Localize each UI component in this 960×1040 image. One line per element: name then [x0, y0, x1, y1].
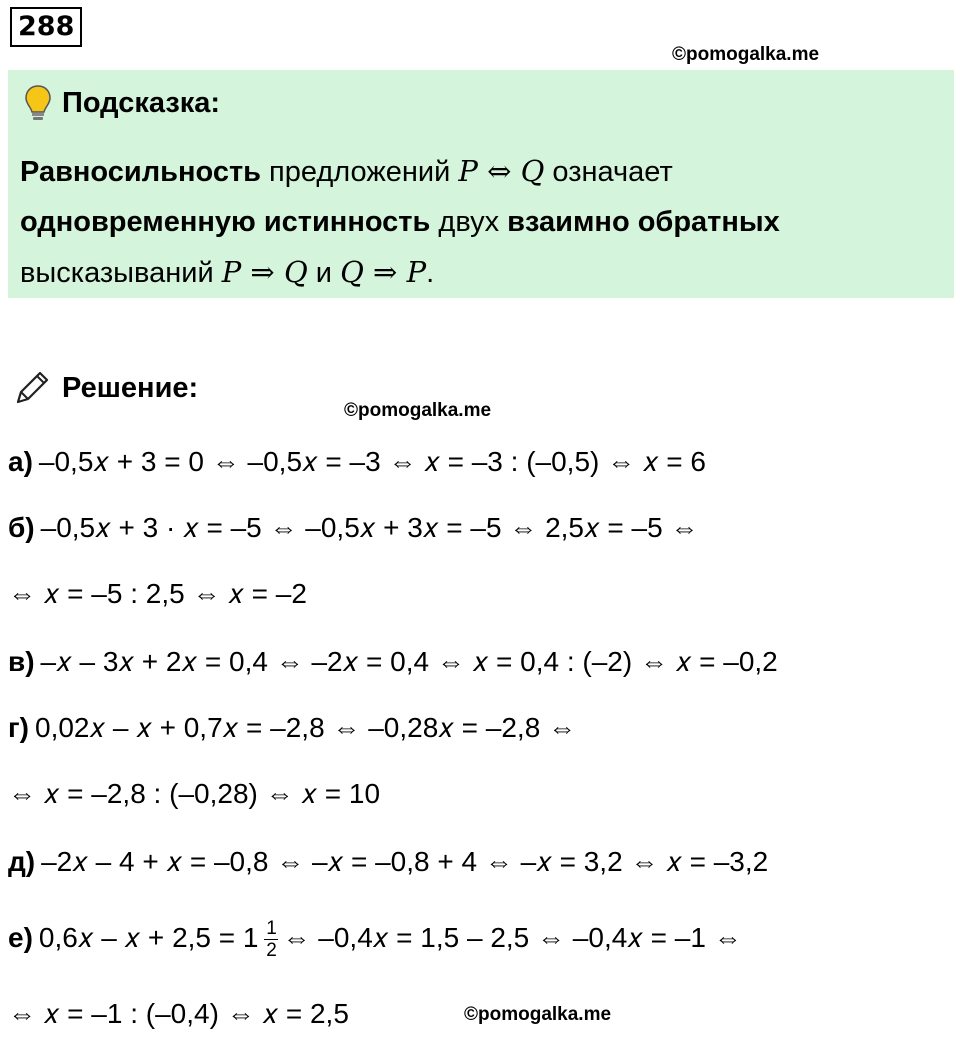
hint-bold-term: одновременную истинность — [20, 206, 431, 238]
hint-line-1 — [20, 146, 944, 197]
hint-bold-term: взаимно обратных — [507, 206, 780, 238]
hint-math: P ⇒ Q — [221, 255, 308, 289]
hint-text — [20, 146, 944, 298]
fraction-numerator: 1 — [266, 918, 277, 940]
solution-line-v — [8, 642, 778, 682]
item-label: а) — [8, 446, 33, 477]
equation: ⇔ 𝑥 = –2,8 : (–0,28) ⇔ 𝑥 = 10 — [8, 778, 381, 809]
equation: 0,6𝑥 – 𝑥 + 2,5 = 1 — [38, 922, 259, 953]
item-label: б) — [8, 512, 35, 543]
hint-text-part: высказываний — [20, 257, 222, 289]
hint-box — [8, 70, 954, 298]
watermark-top: ©pomogalka.me — [672, 44, 820, 65]
solution-line-a — [8, 442, 706, 482]
fraction — [264, 919, 278, 960]
solution-line-e-cont — [8, 994, 349, 1034]
equation: –𝑥 – 3𝑥 + 2𝑥 = 0,4 ⇔ –2𝑥 = 0,4 ⇔ 𝑥 = 0,4 : (–2) ⇔ 𝑥 = –0,2 — [40, 646, 778, 677]
item-label: е) — [8, 922, 33, 953]
solution-title: Решение: — [62, 371, 199, 404]
solution-line-g — [8, 708, 576, 748]
hint-text-part: . — [426, 257, 435, 289]
hint-bold-term: Равносильность — [20, 156, 261, 188]
pencil-icon — [12, 368, 52, 408]
hint-text-part: двух — [430, 206, 508, 238]
hint-math: Q ⇒ P — [340, 255, 427, 289]
hint-title: Подсказка: — [62, 86, 221, 119]
equation: –2𝑥 – 4 + 𝑥 = –0,8 ⇔ –𝑥 = –0,8 + 4 ⇔ –𝑥 = 3,2 ⇔ 𝑥 = –3,2 — [41, 846, 769, 877]
hint-line-3 — [20, 247, 944, 298]
hint-math: P ⇔ Q — [458, 154, 545, 188]
equation: –0,5𝑥 + 3 · 𝑥 = –5 ⇔ –0,5𝑥 + 3𝑥 = –5 ⇔ 2,5𝑥 = –5 ⇔ — [40, 512, 699, 543]
equation: –0,5𝑥 + 3 = 0 ⇔ –0,5𝑥 = –3 ⇔ 𝑥 = –3 : (–0,5) ⇔ 𝑥 = 6 — [38, 446, 706, 477]
equation: 0,02𝑥 – 𝑥 + 0,7𝑥 = –2,8 ⇔ –0,28𝑥 = –2,8 ⇔ — [35, 712, 577, 743]
hint-text-part: предложений — [260, 156, 459, 188]
solution-line-b — [8, 508, 698, 548]
equation: ⇔ 𝑥 = –1 : (–0,4) ⇔ 𝑥 = 2,5 — [8, 998, 349, 1029]
watermark-middle: ©pomogalka.me — [344, 400, 492, 421]
equation: ⇔ 𝑥 = –5 : 2,5 ⇔ 𝑥 = –2 — [8, 578, 307, 609]
solution-header — [12, 368, 198, 408]
problem-number: 288 — [10, 7, 82, 47]
solution-line-d — [8, 842, 768, 882]
solution-line-e — [8, 918, 742, 960]
fraction-denominator: 2 — [266, 940, 277, 962]
hint-text-part: означает — [544, 156, 673, 188]
item-label: г) — [8, 712, 29, 743]
solution-line-b-cont — [8, 574, 307, 614]
solution-line-g-cont — [8, 774, 380, 814]
watermark-bottom: ©pomogalka.me — [464, 1004, 612, 1025]
item-label: д) — [8, 846, 36, 877]
hint-text-part: и — [307, 257, 341, 289]
lightbulb-icon — [24, 84, 52, 122]
item-label: в) — [8, 646, 35, 677]
hint-line-2 — [20, 197, 944, 247]
equation: ⇔ –0,4𝑥 = 1,5 – 2,5 ⇔ –0,4𝑥 = –1 ⇔ — [282, 922, 742, 953]
hint-header — [24, 84, 220, 122]
